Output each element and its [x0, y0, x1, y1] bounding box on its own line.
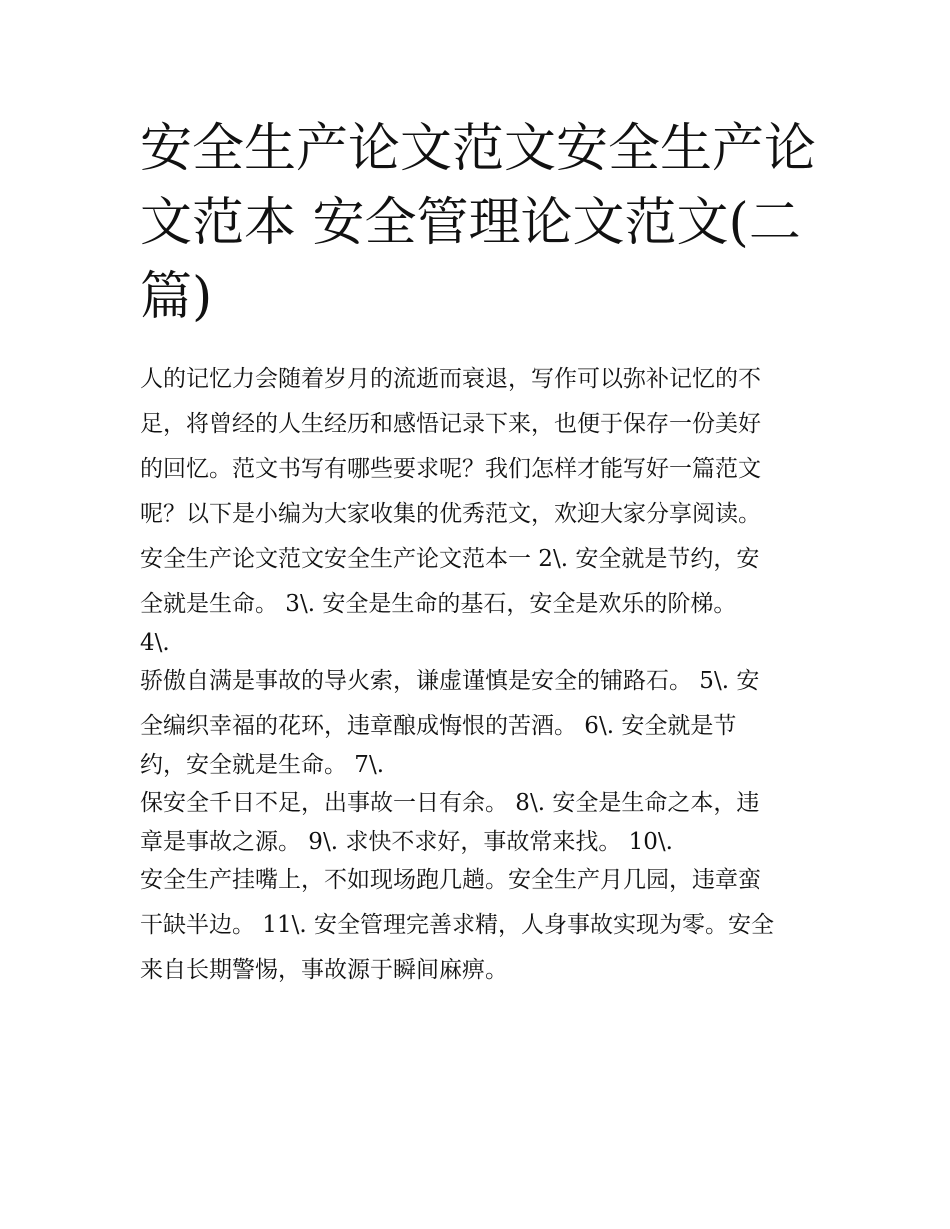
body-line-6: 全就是生命。 3\. 安全是生命的基石，安全是欢乐的阶梯。 [140, 591, 737, 617]
document-title [140, 112, 820, 334]
title-line-3: 篇) [140, 267, 213, 327]
body-line-13: 安全生产挂嘴上，不如现场跑几趟。安全生产月几园，违章蛮 [140, 867, 761, 893]
body-line-15: 来自长期警惕，事故源于瞬间麻痹。 [140, 957, 508, 983]
body-line-1: 人的记忆力会随着岁月的流逝而衰退，写作可以弥补记忆的不 [140, 366, 761, 392]
body-line-3: 的回忆。范文书写有哪些要求呢？我们怎样才能写好一篇范文 [140, 456, 761, 482]
body-line-7: 4\. [140, 630, 170, 656]
body-line-10: 约，安全就是生命。 7\. [140, 752, 385, 778]
title-line-1: 安全生产论文范文安全生产论 [140, 119, 817, 179]
title-line-2: 文范本 安全管理论文范文(二 [140, 193, 801, 253]
body-line-12: 章是事故之源。 9\. 求快不求好，事故常来找。 10\. [140, 829, 673, 855]
body-line-2: 足，将曾经的人生经历和感悟记录下来，也便于保存一份美好 [140, 411, 761, 437]
body-line-9: 全编织幸福的花环，违章酿成悔恨的苦酒。 6\. 安全就是节 [140, 713, 737, 739]
body-line-11: 保安全千日不足，出事故一日有余。 8\. 安全是生命之本，违 [140, 790, 760, 816]
body-line-8: 骄傲自满是事故的导火索，谦虚谨慎是安全的铺路石。 5\. 安 [140, 668, 760, 694]
document-body [140, 357, 820, 993]
body-line-4: 呢？以下是小编为大家收集的优秀范文，欢迎大家分享阅读。 [140, 501, 761, 527]
body-line-14: 干缺半边。 11\. 安全管理完善求精，人身事故实现为零。安全 [140, 912, 774, 938]
body-line-5: 安全生产论文范文安全生产论文范本一 2\. 安全就是节约，安 [140, 546, 760, 572]
